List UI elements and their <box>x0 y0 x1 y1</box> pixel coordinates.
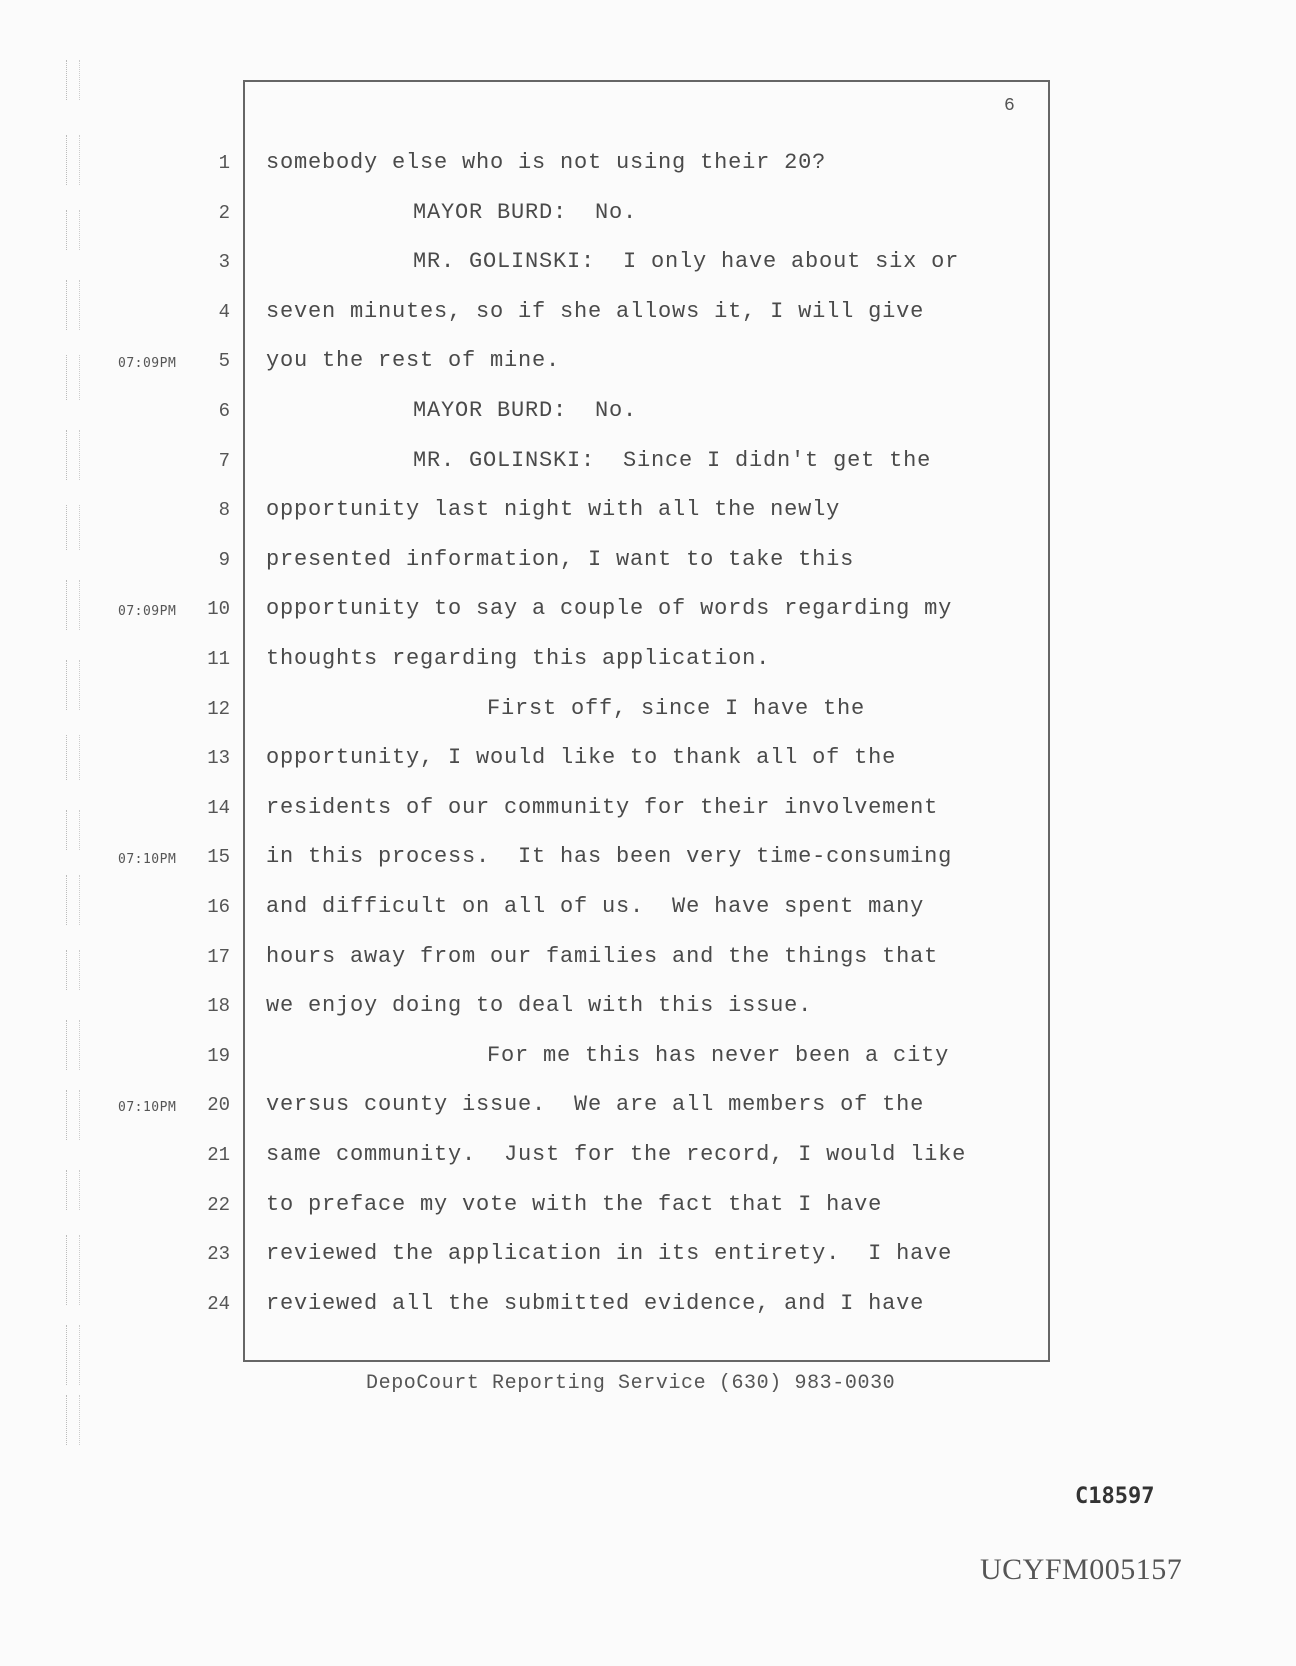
timestamp: 07:09PM <box>118 356 177 372</box>
timestamp: 07:09PM <box>118 604 177 620</box>
line-text: seven minutes, so if she allows it, I will give <box>266 298 925 324</box>
line-text: somebody else who is not using their 20? <box>266 150 827 175</box>
transcript-line <box>0 791 1296 839</box>
line-number: 18 <box>207 995 230 1018</box>
line-text: MR. GOLINSKI: I only have about six or <box>413 249 960 275</box>
line-number: 2 <box>218 201 230 224</box>
line-number: 1 <box>218 152 230 174</box>
transcript-line <box>0 1188 1296 1236</box>
transcript-line <box>0 592 1296 640</box>
line-number: 17 <box>207 945 230 968</box>
line-number: 12 <box>207 697 230 720</box>
line-number: 21 <box>207 1144 230 1166</box>
page-number: 6 <box>1004 96 1015 116</box>
line-number: 4 <box>218 300 230 323</box>
transcript-line <box>0 692 1296 740</box>
line-number: 8 <box>218 499 230 522</box>
line-text: and difficult on all of us. We have spent many <box>266 894 925 919</box>
bates-number: UCYFM005157 <box>980 1553 1183 1586</box>
timestamp: 07:10PM <box>118 1100 177 1116</box>
transcript-line <box>0 295 1296 343</box>
transcript-line <box>0 245 1296 293</box>
transcript-line <box>0 840 1296 888</box>
transcript-line <box>0 543 1296 591</box>
line-text: versus county issue. We are all members of the <box>266 1092 925 1118</box>
line-text: reviewed all the submitted evidence, and I have <box>266 1290 925 1316</box>
line-text: opportunity last night with all the newly <box>266 497 841 523</box>
line-number: 7 <box>218 449 230 472</box>
line-number: 5 <box>218 350 230 373</box>
line-text: we enjoy doing to deal with this issue. <box>266 993 813 1019</box>
line-text: reviewed the application in its entirety. I have <box>266 1241 953 1267</box>
transcript-line <box>0 146 1296 194</box>
line-number: 11 <box>207 648 230 670</box>
transcript-line <box>0 989 1296 1037</box>
line-text: For me this has never been a city <box>487 1042 950 1068</box>
transcript-line <box>0 1039 1296 1087</box>
line-number: 20 <box>207 1094 230 1117</box>
line-number: 22 <box>207 1193 230 1216</box>
line-number: 24 <box>207 1292 230 1315</box>
timestamp: 07:10PM <box>118 852 177 868</box>
control-number: C18597 <box>1075 1484 1155 1509</box>
line-text: in this process. It has been very time-consuming <box>266 844 953 870</box>
transcript-line <box>0 196 1296 244</box>
transcript-line <box>0 493 1296 541</box>
line-number: 23 <box>207 1243 230 1266</box>
reporter-footer: DepoCourt Reporting Service (630) 983-0030 <box>366 1372 896 1395</box>
transcript-line <box>0 1138 1296 1186</box>
line-text: opportunity, I would like to thank all of the <box>266 745 897 771</box>
line-text: MAYOR BURD: No. <box>413 199 638 225</box>
transcript-line <box>0 642 1296 690</box>
line-text: residents of our community for their involvement <box>266 794 939 820</box>
line-text: thoughts regarding this application. <box>266 646 771 671</box>
line-number: 16 <box>207 896 230 918</box>
transcript-line <box>0 344 1296 392</box>
line-text: MAYOR BURD: No. <box>413 398 638 423</box>
line-text: to preface my vote with the fact that I have <box>266 1191 883 1217</box>
transcript-line <box>0 394 1296 442</box>
line-text: hours away from our families and the things that <box>266 943 939 969</box>
line-text: same community. Just for the record, I would like <box>266 1142 967 1167</box>
line-text: opportunity to say a couple of words regarding my <box>266 596 953 622</box>
line-number: 19 <box>207 1044 230 1067</box>
line-number: 6 <box>218 400 230 422</box>
transcript-line <box>0 444 1296 492</box>
transcript-line <box>0 741 1296 789</box>
transcript-line <box>0 940 1296 988</box>
line-number: 15 <box>207 846 230 869</box>
line-text: MR. GOLINSKI: Since I didn't get the <box>413 447 932 473</box>
line-number: 10 <box>207 598 230 621</box>
line-number: 3 <box>218 251 230 274</box>
transcript-line <box>0 1088 1296 1136</box>
line-number: 13 <box>207 747 230 770</box>
transcript-line <box>0 890 1296 938</box>
line-text: First off, since I have the <box>487 695 866 721</box>
transcript-line <box>0 1287 1296 1335</box>
line-text: you the rest of mine. <box>266 348 561 374</box>
line-number: 9 <box>218 548 230 571</box>
line-text: presented information, I want to take this <box>266 546 855 572</box>
transcript-line <box>0 1237 1296 1285</box>
line-number: 14 <box>207 796 230 819</box>
